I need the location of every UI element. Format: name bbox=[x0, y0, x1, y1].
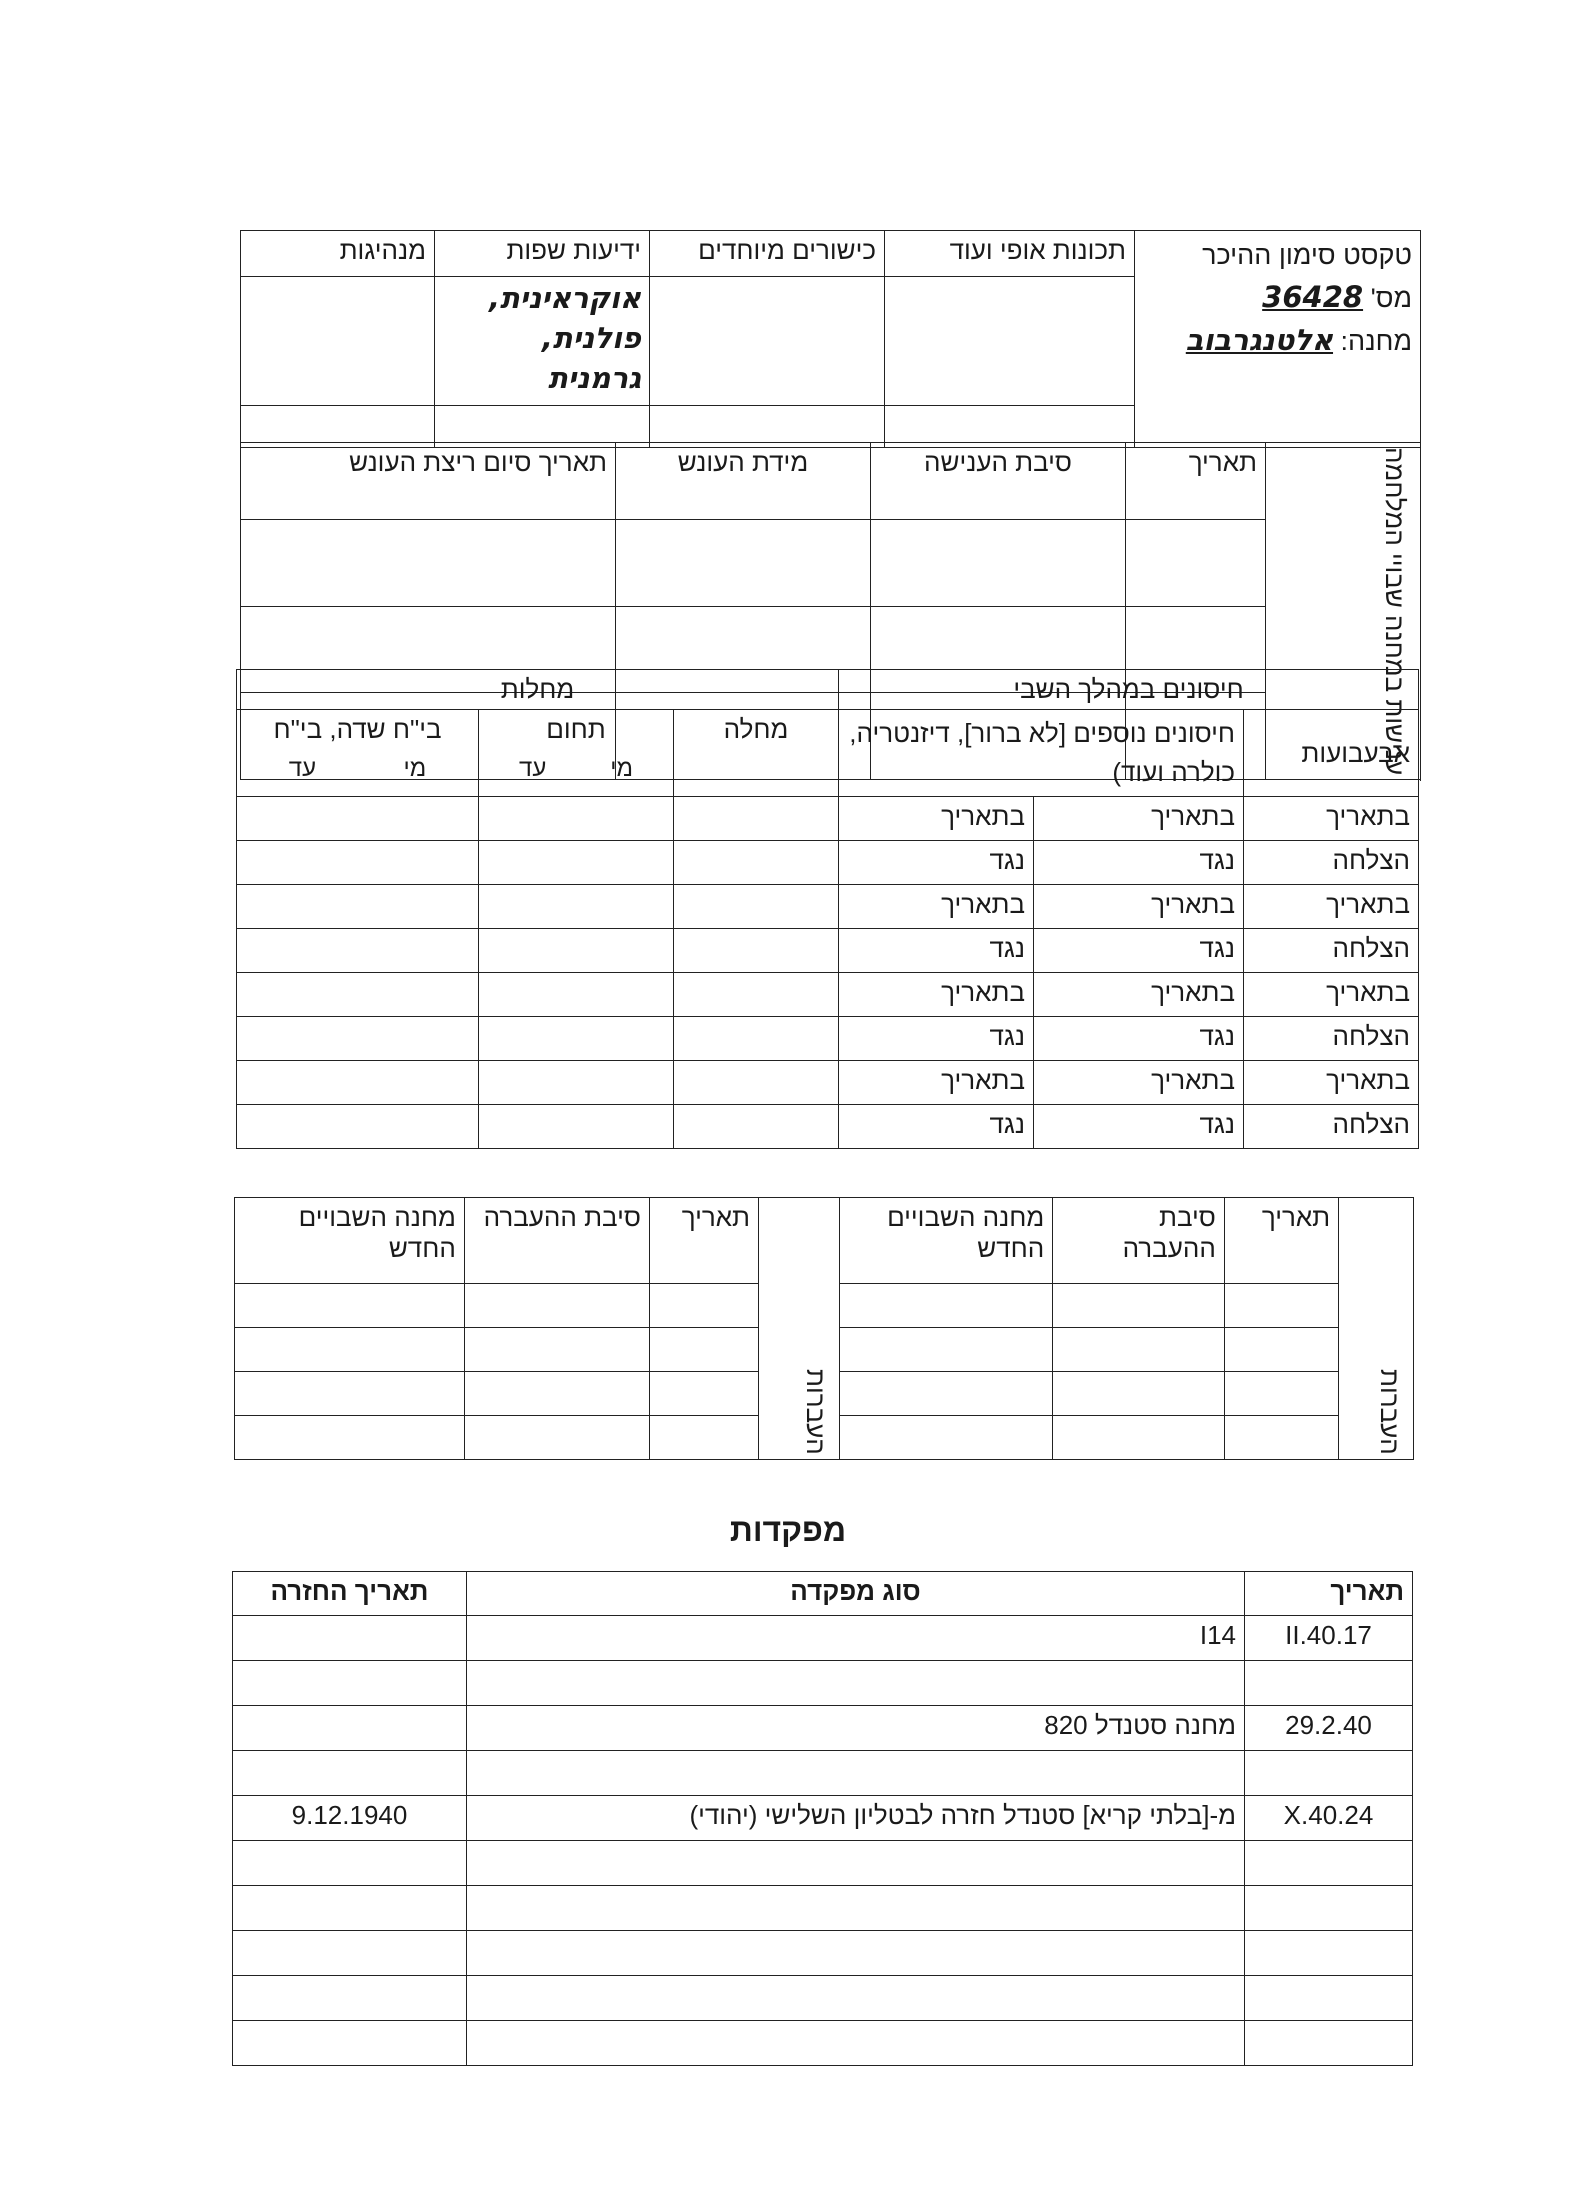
camp-label: מחנה: bbox=[1340, 326, 1412, 356]
transfer-reason-header-2: סיבת ההעברה bbox=[464, 1198, 649, 1284]
number-label: מס' bbox=[1370, 282, 1412, 313]
punish-date-header: תאריך bbox=[1126, 443, 1266, 520]
vaccinations-table: חיסונים במהלך השבי מחלות אבעבועות חיסונים נוספים [לא ברור], דיזנטריה, כולרה ועוד) מחלה תחום מי עד בי"ח שדה, בי"ח מי עד בתאריך בתאריך בתאריך הצלחה נגד נגד בתאריך בתאריך בתאריך הצלחה נגד נגד בתאריך בתאריך בתאריך הצלחה נגד נגד בתאריך בתאריך בתאריך הצלחה נגד נגד bbox=[236, 669, 1419, 1149]
transfer-camp-header: מחנה השבויים החדש bbox=[840, 1198, 1053, 1284]
id-text-label: טקסט סימון ההיכר bbox=[1202, 240, 1412, 270]
number-value: 36428 bbox=[1262, 279, 1364, 314]
table-row bbox=[233, 1976, 1413, 2021]
deposit-return-header: תאריך החזרה bbox=[233, 1572, 467, 1616]
table-row: 17.II.40 I14 bbox=[233, 1616, 1413, 1661]
additional-vaccines-header: חיסונים נוספים [לא ברור], דיזנטריה, כולרה ועוד) bbox=[839, 710, 1244, 797]
deposit-date-header: תאריך bbox=[1245, 1572, 1413, 1616]
leadership-header: מנהיגות bbox=[241, 231, 435, 277]
transfers-side-label-right: העברות bbox=[1339, 1198, 1414, 1460]
camp-value: אלטנגרבוב bbox=[1185, 323, 1334, 357]
fever-header: תחום מי עד bbox=[479, 710, 674, 797]
smallpox-header: אבעבועות bbox=[1244, 710, 1419, 797]
field-hospital-header: בי"ח שדה, בי"ח מי עד bbox=[237, 710, 479, 797]
table-row bbox=[233, 1931, 1413, 1976]
table-row bbox=[233, 1751, 1413, 1796]
table-row: 24.X.40 מ-[בלתי קריא] סטנדל חזרה לבטליון השלישי (יהודי) 9.12.1940 bbox=[233, 1796, 1413, 1841]
table-row bbox=[233, 1661, 1413, 1706]
diseases-title: מחלות bbox=[237, 670, 839, 710]
transfer-camp-header-2: מחנה השבויים החדש bbox=[235, 1198, 465, 1284]
deposits-title: מפקדות bbox=[729, 1512, 847, 1548]
punishments-side-label: ענישות במחנה שבויי המלחמה bbox=[1266, 443, 1421, 780]
deposit-type-header: סוג מפקדה bbox=[467, 1572, 1245, 1616]
table-row bbox=[233, 2021, 1413, 2066]
traits-header: תכונות אופי ועוד bbox=[885, 231, 1135, 277]
id-cell bbox=[1135, 231, 1421, 448]
table-row bbox=[233, 1841, 1413, 1886]
identification-table bbox=[240, 230, 1421, 448]
punish-measure-header: מידת העונש bbox=[616, 443, 871, 520]
transfers-side-label-left: העברות bbox=[759, 1198, 840, 1460]
languages-value: אוקראינית, פולנית, גרמנית bbox=[435, 277, 650, 406]
punish-end-header: תאריך סיום ריצת העונש bbox=[241, 443, 616, 520]
table-row bbox=[233, 1886, 1413, 1931]
transfer-date-header: תאריך bbox=[1224, 1198, 1338, 1284]
disease-header: מחלה bbox=[674, 710, 839, 797]
table-row: 29.2.40 מחנה סטנדל 820 bbox=[233, 1706, 1413, 1751]
skills-header: כישורים מיוחדים bbox=[650, 231, 885, 277]
transfers-table bbox=[234, 1197, 1414, 1460]
punish-reason-header: סיבת הענישה bbox=[871, 443, 1126, 520]
deposits-table bbox=[232, 1571, 1413, 2066]
languages-header: ידיעות שפות bbox=[435, 231, 650, 277]
transfer-reason-header: סיבת ההעברה bbox=[1053, 1198, 1225, 1284]
vaccinations-title: חיסונים במהלך השבי bbox=[839, 670, 1419, 710]
transfer-date-header-2: תאריך bbox=[649, 1198, 758, 1284]
